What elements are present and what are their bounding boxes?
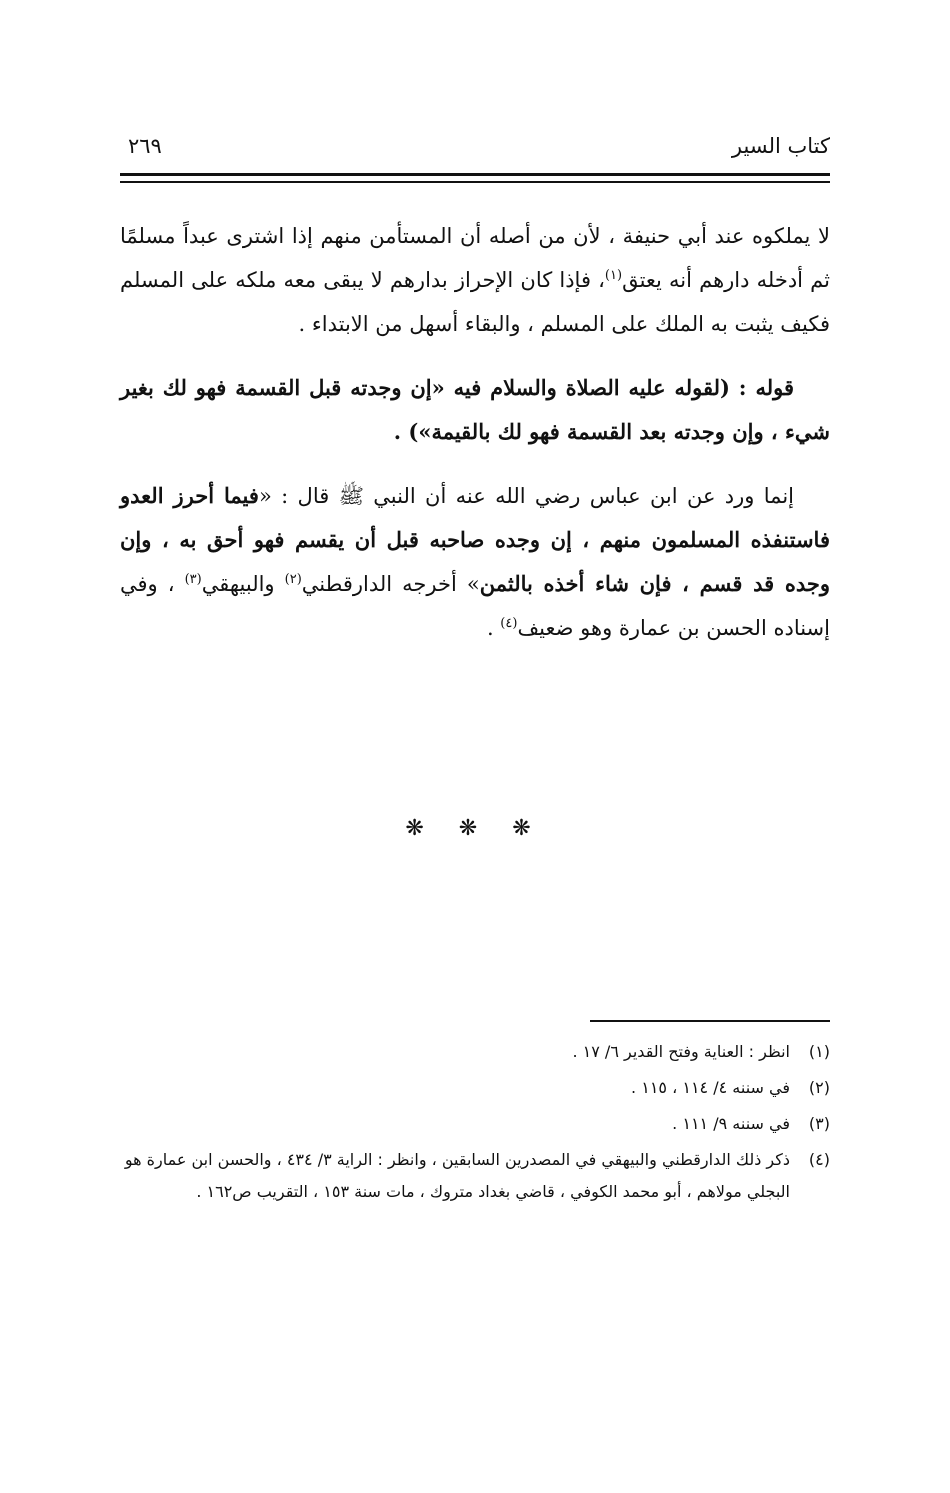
footnote-rule <box>590 1020 830 1022</box>
main-text <box>120 214 830 670</box>
hadith-text: فيما أحرز العدو فاستنفذه المسلمون منهم ، إن وجده صاحبه قبل أن يقسم فهو أحق به ، وإن وجده قد قسم ، فإن شاء أخذه بالثمن <box>120 483 831 596</box>
paragraph-2-quote: قوله : (لقوله عليه الصلاة والسلام فيه «إن وجدته قبل القسمة فهو لك بغير شيء ، وإن وجدته بعد القسمة فهو لك بالقيمة») . <box>120 375 830 444</box>
footnote-number: (٣) <box>808 1114 830 1133</box>
paragraph-3 <box>120 474 830 650</box>
footnote-ref-3[interactable]: (٣) <box>184 572 202 587</box>
footnote-1 <box>120 1036 830 1068</box>
page-header <box>120 128 830 168</box>
footnote-number: (٤) <box>808 1150 830 1169</box>
page-number: ٢٦٩ <box>128 134 162 158</box>
paragraph-3-source-2: والبيهقي <box>201 572 285 596</box>
running-title: كتاب السير <box>731 134 830 158</box>
paragraph-3-end: . <box>486 616 501 640</box>
paragraph-3-isnad: ، وفي إسناده الحسن بن عمارة وهو ضعيف <box>120 572 830 640</box>
header-rule-thin <box>120 181 830 183</box>
footnote-text: انظر : العناية وفتح القدير ٦/ ١٧ . <box>572 1042 790 1061</box>
footnote-number: (٢) <box>808 1078 830 1097</box>
footnote-ref-2[interactable]: (٢) <box>284 572 302 587</box>
footnote-ref-1[interactable]: (١) <box>604 268 623 283</box>
paragraph-3-intro: إنما ورد عن ابن عباس رضي الله عنه أن النبي ﷺ قال : « <box>258 484 795 508</box>
paragraph-3-source: » أخرجه الدارقطني <box>301 572 480 596</box>
footnotes <box>120 1036 830 1212</box>
section-separator: ❋ ❋ ❋ <box>405 816 545 841</box>
paragraph-1-continuation: ، فإذا كان الإحراز بدارهم لا يبقى معه ملكه على المسلم فكيف يثبت به الملك على المسلم ، والبقاء أسهل من الابتداء . <box>120 268 830 336</box>
paragraph-1 <box>120 214 830 346</box>
footnote-number: (١) <box>808 1042 830 1061</box>
footnote-2 <box>120 1072 830 1104</box>
footnote-text: في سننه ٤/ ١١٤ ، ١١٥ . <box>631 1078 790 1097</box>
footnote-3 <box>120 1108 830 1140</box>
footnote-text: ذكر ذلك الدارقطني والبيهقي في المصدرين السابقين ، وانظر : الراية ٣/ ٤٣٤ ، والحسن ابن عمارة هو البجلي مولاهم ، أبو محمد الكوفي ، قاضي بغداد متروك ، مات سنة ١٥٣ ، التقريب ص١٦٢ . <box>124 1150 790 1201</box>
footnote-4 <box>120 1144 830 1208</box>
paragraph-1-text: لا يملكوه عند أبي حنيفة ، لأن من أصله أن المستأمن منهم إذا اشترى عبداً مسلمًا ثم أدخله دارهم أنه يعتق <box>120 224 830 292</box>
footnote-ref-4[interactable]: (٤) <box>500 616 518 631</box>
header-rule-thick <box>120 173 830 176</box>
footnote-text: في سننه ٩/ ١١١ . <box>672 1114 790 1133</box>
